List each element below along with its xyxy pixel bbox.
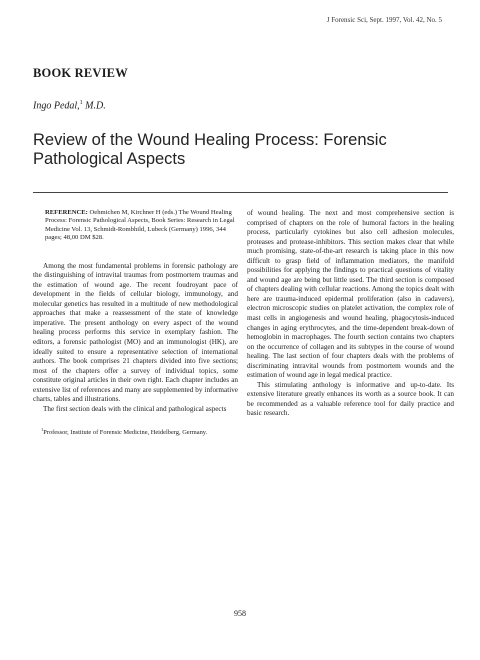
body-paragraph: This stimulating anthology is informative and up-to-date. Its extensive literature greatly enhances its worth as a source book. It can be recommended as a valuable reference tool for daily practice and basic research. — [247, 380, 454, 418]
journal-header: J Forensic Sci, Sept. 1997, Vol. 42, No. 5 — [326, 16, 442, 24]
body-paragraph: The first section deals with the clinical and pathological aspects — [43, 404, 227, 413]
author-footnote — [33, 426, 238, 437]
author-line — [33, 100, 106, 111]
reference-text: Oehmichen M, Kirchner H (eds.) The Wound Healing Process: Forensic Pathological Aspects, Book Series: Research in Legal Medicine Vol. 13, Schmidt-Rombhild, Lubeck (Germany) 1996, 344 pages; 48,00 DM $28. — [45, 209, 235, 242]
body-paragraph: Among the most fundamental problems in forensic pathology are the distinguishing of intravital traumas from postmortem traumas and the estimation of wound age. The recent foudroyant pace of development in the fields of cellular biology, immunology, and molecular genetics has resulted in a multitude of new methodological approaches that make a reassessment of the state of knowledge imperative. The present anthology on every aspect of the wound healing process performs this service in exemplary fashion. The editors, a forensic pathologist (MO) and an immunologist (HK), are ideally suited to ensure a representative selection of international authors. The book comprises 21 chapters divided into five sections; most of the chapters offer a survey of individual topics, some constitute original articles in their own right. Each chapter includes an extensive list of references and many are supplemented by informative charts, tables and illustrations. — [33, 261, 238, 404]
reference-block — [33, 209, 238, 243]
author-degree: M.D. — [82, 100, 106, 112]
body-paragraph: of wound healing. The next and most comprehensive section is comprised of chapters on the role of humoral factors in the healing process, particularly cytokines but also cell adhesion molecules, proteases and protease-inhibitors. This section makes clear that while much promising, state-of-the-art research is taking place in this now difficult to grasp field of inflammation mediators, the manifold possibilities for applying the findings to practical questions of vitality and wound age are being but little used. The third section is composed of chapters dealing with cellular reactions. Among the topics dealt with here are trauma-induced epidermal proliferation (also in cadavers), electron microscopic studies on platelet activation, the complex role of mast cells in angiogenesis and wound healing, phagocytosis-induced changes in aging erythrocytes, and the time-dependent break-down of hemoglobin in macrophages. The fourth section contains two chapters on the occurrence of collagen and its subtypes in the course of wound healing. The last section of four chapters deals with the problems of discriminating intravital wounds from postmortem wounds and the estimation of wound age in legal medical practice. — [247, 209, 454, 380]
right-column — [247, 209, 454, 419]
footnote-text: Professor, Institute of Forensic Medicine, Heidelberg, Germany. — [43, 429, 208, 437]
article-title: Review of the Wound Healing Process: Forensic Pathological Aspects — [33, 131, 387, 168]
page-number: 958 — [234, 609, 246, 618]
section-title: BOOK REVIEW — [33, 66, 128, 80]
footnote-mark: 1 — [41, 427, 44, 433]
reference-label: REFERENCE: — [45, 209, 88, 216]
author-name: Ingo Pedal, — [33, 100, 80, 112]
title-divider — [33, 192, 448, 193]
author-footnote-mark: 1 — [79, 100, 83, 106]
left-column — [33, 209, 238, 438]
